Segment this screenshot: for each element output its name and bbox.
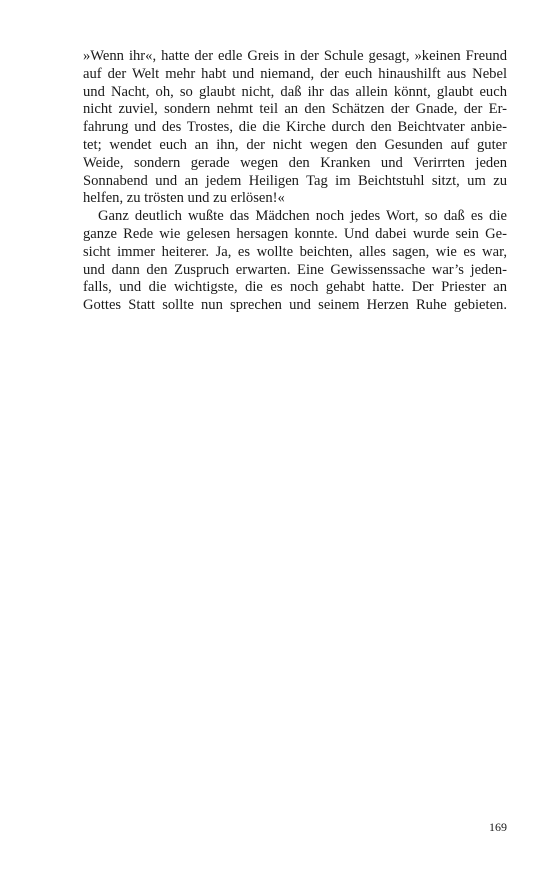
text-line: falls, und die wichtigste, die es noch gehabt hatte. Der Priester an (83, 279, 507, 296)
text-line: »Wenn ihr«, hatte der edle Greis in der Schule gesagt, »keinen Freund (83, 48, 507, 64)
text-line: helfen, zu trösten und zu erlösen!« (83, 190, 285, 207)
text-line: fahrung und des Trostes, die die Kirche durch den Beichtvater anbie- (83, 119, 507, 136)
text-line: Gottes Statt sollte nun sprechen und seinem Herzen Ruhe gebieten. (83, 297, 507, 314)
text-line: tet; wendet euch an ihn, der nicht wegen den Gesunden auf guter (83, 136, 507, 153)
text-line: ganze Rede wie gelesen hersagen konnte. Und dabei wurde sein Ge- (83, 225, 507, 242)
text-line: Sonnabend und an jedem Heiligen Tag im Beichtstuhl sitzt, um zu (83, 172, 507, 189)
text-line: Weide, sondern gerade wegen den Kranken und Verirrten jeden (83, 154, 507, 171)
text-line: und Nacht, oh, so glaubt nicht, daß ihr das allein könnt, glaubt euch (83, 83, 507, 100)
text-line: auf der Welt mehr habt und niemand, der euch hinaushilft aus Nebel (83, 65, 507, 82)
text-line: nicht zuviel, sondern nehmt teil an den Schätzen der Gnade, der Er- (83, 101, 507, 118)
text-line: Ganz deutlich wußte das Mädchen noch jedes Wort, so daß es die (98, 208, 507, 225)
text-line: und dann den Zuspruch erwarten. Eine Gewissenssache war’s jeden- (83, 261, 507, 278)
body-text (83, 48, 507, 315)
text-line: sicht immer heiterer. Ja, es wollte beichten, alles sagen, wie es war, (83, 243, 507, 260)
paragraph-2 (83, 208, 507, 315)
page-number: 169 (489, 820, 507, 834)
paragraph-1 (83, 48, 507, 208)
